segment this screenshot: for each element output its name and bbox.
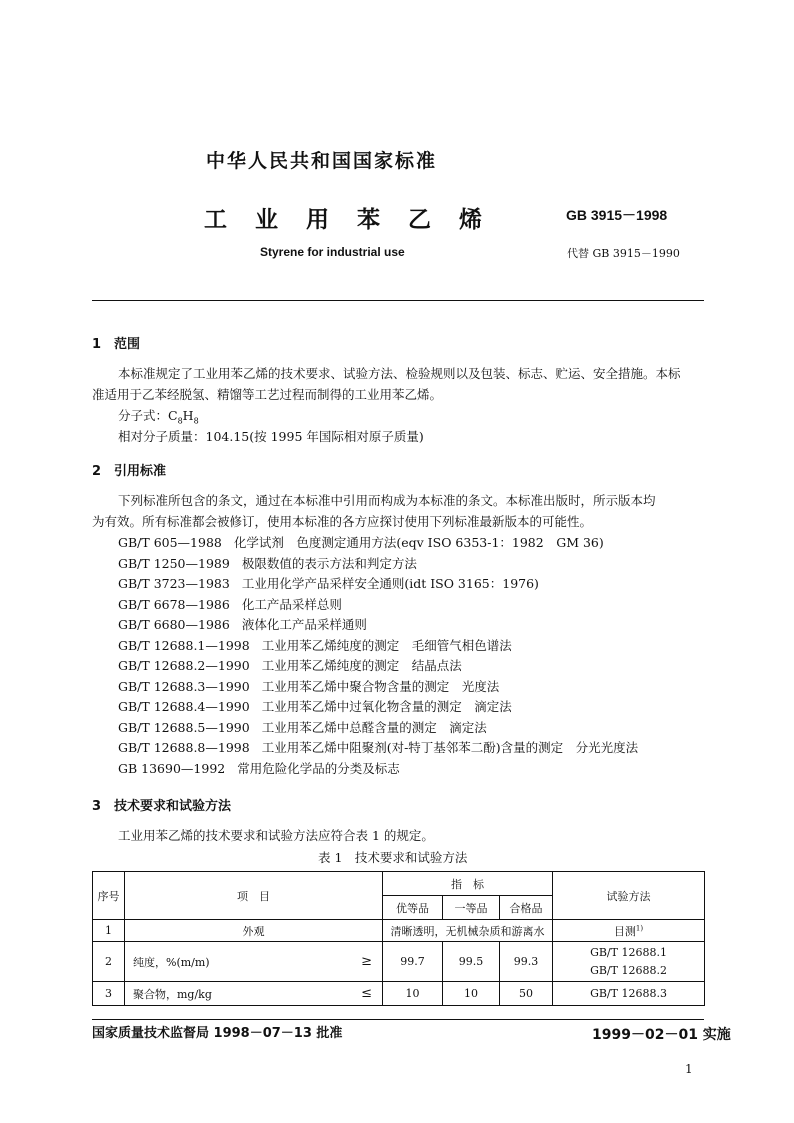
reference-item bbox=[118, 615, 638, 636]
row-comparator: ≥ bbox=[361, 954, 372, 969]
standard-code: GB 3915－1998 bbox=[566, 207, 668, 223]
table-row bbox=[93, 920, 705, 942]
reference-item bbox=[118, 554, 638, 575]
row-merged-value: 清晰透明，无机械杂质和游离水 bbox=[383, 920, 553, 942]
method-text: 目测 bbox=[613, 924, 636, 938]
row-value-qualified: 99.3 bbox=[500, 942, 553, 982]
reference-title: 工业用苯乙烯中总醛含量的测定 滴定法 bbox=[261, 719, 487, 735]
english-title: Styrene for industrial use bbox=[260, 245, 405, 259]
reference-code: GB 13690—1992 bbox=[118, 760, 226, 776]
row-comparator: ≤ bbox=[361, 986, 372, 1001]
section-2-heading: 2 引用标准 bbox=[92, 464, 167, 479]
header-first-grade: 一等品 bbox=[443, 896, 500, 920]
effective-date: 1999－02－01 实施 bbox=[592, 1027, 731, 1043]
approval-note: 国家质量技术监督局 1998－07－13 批准 bbox=[92, 1026, 343, 1041]
method-footnote: 1) bbox=[635, 923, 644, 932]
reference-title: 极限数值的表示方法和判定方法 bbox=[241, 555, 417, 571]
reference-code: GB/T 6680—1986 bbox=[118, 617, 230, 632]
header-index: 指 标 bbox=[383, 872, 553, 896]
reference-code: GB/T 1250—1989 bbox=[118, 555, 230, 571]
section-2-para-line2: 为有效。所有标准都会被修订，使用本标准的各方应探讨使用下列标准最新版本的可能性。 bbox=[92, 514, 593, 529]
table-row bbox=[93, 942, 705, 982]
reference-item bbox=[118, 718, 638, 739]
footer-rule bbox=[92, 1019, 704, 1020]
row-value-first: 10 bbox=[443, 982, 500, 1006]
reference-list bbox=[118, 533, 638, 779]
row-no: 3 bbox=[93, 982, 125, 1006]
reference-code: GB/T 12688.1—1998 bbox=[118, 637, 250, 653]
formula-c-subscript: 8 bbox=[177, 416, 183, 426]
reference-item bbox=[118, 533, 638, 554]
molecular-mass: 相对分子质量：104.15(按 1995 年国际相对原子质量) bbox=[118, 429, 424, 444]
header-superior: 优等品 bbox=[383, 896, 443, 920]
reference-item bbox=[118, 636, 638, 657]
reference-title: 液体化工产品采样通则 bbox=[241, 617, 367, 632]
reference-title: 工业用苯乙烯中阻聚剂(对-特丁基邻苯二酚)含量的测定 分光光度法 bbox=[261, 740, 639, 755]
method-line: GB/T 12688.2 bbox=[590, 963, 667, 977]
reference-code: GB/T 12688.2—1990 bbox=[118, 658, 250, 673]
reference-item bbox=[118, 595, 638, 616]
page-number: 1 bbox=[685, 1062, 693, 1076]
standard-type-title: 中华人民共和国国家标准 bbox=[206, 150, 438, 172]
row-no: 1 bbox=[93, 920, 125, 942]
reference-title: 化学试剂 色度测定通用方法(eqv ISO 6353-1：1982 GM 36) bbox=[233, 535, 604, 550]
reference-code: GB/T 12688.4—1990 bbox=[118, 699, 250, 714]
reference-item bbox=[118, 759, 638, 780]
row-item-label: 纯度，%(m/m) bbox=[133, 955, 210, 969]
header-item: 项 目 bbox=[125, 872, 383, 920]
document-title: 工业用苯乙烯 bbox=[204, 207, 510, 233]
header-method: 试验方法 bbox=[553, 872, 705, 920]
replaces-note: 代替 GB 3915－1990 bbox=[567, 247, 680, 260]
row-item bbox=[125, 942, 383, 982]
reference-title: 工业用苯乙烯中过氧化物含量的测定 滴定法 bbox=[261, 699, 512, 714]
section-1-para-line1: 本标准规定了工业用苯乙烯的技术要求、试验方法、检验规则以及包装、标志、贮运、安全措施。本标 bbox=[118, 366, 681, 381]
header-qualified: 合格品 bbox=[500, 896, 553, 920]
header-no: 序号 bbox=[93, 872, 125, 920]
header-rule bbox=[92, 300, 704, 301]
section-3-para: 工业用苯乙烯的技术要求和试验方法应符合表 1 的规定。 bbox=[118, 828, 434, 843]
formula-h: H bbox=[182, 408, 194, 423]
row-method bbox=[553, 942, 705, 982]
table-caption: 表 1 技术要求和试验方法 bbox=[318, 850, 468, 865]
section-3-heading: 3 技术要求和试验方法 bbox=[92, 799, 232, 814]
row-item: 外观 bbox=[125, 920, 383, 942]
reference-title: 工业用苯乙烯纯度的测定 结晶点法 bbox=[261, 658, 462, 673]
reference-title: 工业用苯乙烯纯度的测定 毛细管气相色谱法 bbox=[261, 637, 512, 653]
reference-code: GB/T 12688.3—1990 bbox=[118, 678, 250, 694]
section-2-para-line1: 下列标准所包含的条文，通过在本标准中引用而构成为本标准的条文。本标准出版时，所示版本均 bbox=[118, 493, 656, 508]
section-1-heading: 1 范围 bbox=[92, 337, 141, 352]
reference-item bbox=[118, 677, 638, 698]
row-no: 2 bbox=[93, 942, 125, 982]
formula-h-subscript: 8 bbox=[193, 416, 199, 426]
reference-code: GB/T 605—1988 bbox=[118, 535, 222, 550]
method-line: GB/T 12688.1 bbox=[590, 945, 667, 959]
reference-code: GB/T 6678—1986 bbox=[118, 596, 230, 612]
table-row bbox=[93, 982, 705, 1006]
reference-code: GB/T 3723—1983 bbox=[118, 576, 230, 591]
reference-item bbox=[118, 574, 638, 595]
formula-label: 分子式：C bbox=[118, 408, 178, 423]
reference-title: 常用危险化学品的分类及标志 bbox=[237, 760, 400, 776]
row-value-superior: 99.7 bbox=[383, 942, 443, 982]
reference-title: 工业用化学产品采样安全通则(idt ISO 3165：1976) bbox=[241, 576, 539, 591]
reference-code: GB/T 12688.8—1998 bbox=[118, 740, 250, 755]
row-method: GB/T 12688.3 bbox=[553, 982, 705, 1006]
row-item bbox=[125, 982, 383, 1006]
reference-title: 工业用苯乙烯中聚合物含量的测定 光度法 bbox=[261, 678, 500, 694]
row-item-label: 聚合物，mg/kg bbox=[133, 987, 212, 1001]
reference-code: GB/T 12688.5—1990 bbox=[118, 719, 250, 735]
section-1-para-line2: 准适用于乙苯经脱氢、精馏等工艺过程而制得的工业用苯乙烯。 bbox=[92, 387, 443, 402]
spec-table bbox=[92, 871, 705, 1006]
row-method bbox=[553, 920, 705, 942]
row-value-superior: 10 bbox=[383, 982, 443, 1006]
row-value-qualified: 50 bbox=[500, 982, 553, 1006]
reference-title: 化工产品采样总则 bbox=[241, 596, 342, 612]
reference-item bbox=[118, 656, 638, 677]
row-value-first: 99.5 bbox=[443, 942, 500, 982]
reference-item bbox=[118, 697, 638, 718]
reference-item bbox=[118, 738, 638, 759]
